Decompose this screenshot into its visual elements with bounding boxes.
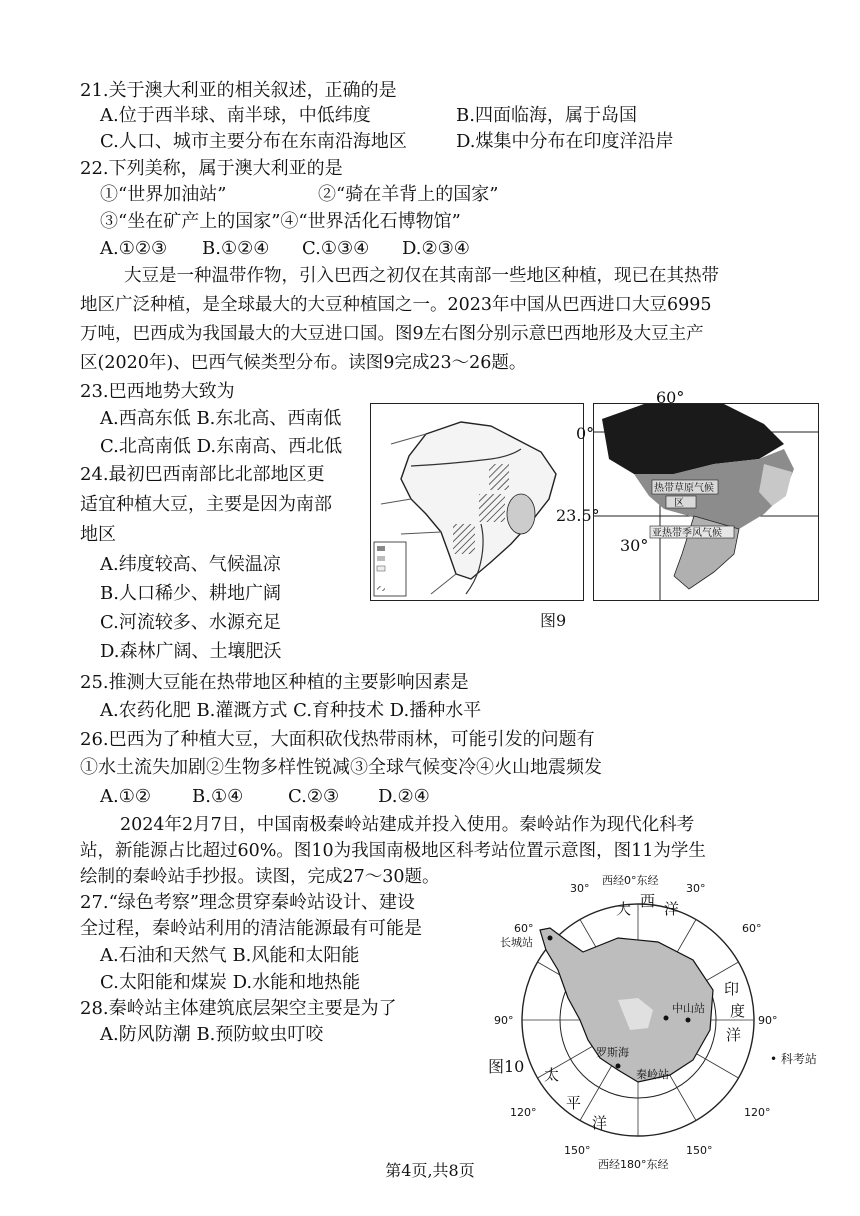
fig10-deg-label: 150° [686,1144,713,1157]
q22-option-d: D.②③④ [402,238,470,259]
fig9-lat-tropic: 23.5° [556,506,600,525]
q23-options-cd: C.北高南低 D.东南高、西北低 [100,436,343,457]
fig9-climate-map [593,403,819,601]
fig10-antarctic-map [488,870,788,1170]
q22-option-b: B.①②④ [202,238,270,259]
brazil-climate-figure [594,404,818,600]
fig10-deg-label: 120° [510,1106,537,1119]
fig10-ross-sea: 罗斯海 [596,1046,629,1059]
q24-stem-line-1: 24.最初巴西南部比北部地区更 [80,464,325,485]
q26-option-c: C.②③ [288,786,340,807]
q27-options-ab: A.石油和天然气 B.风能和太阳能 [100,945,360,966]
passage1-line-3: 万吨，巴西成为我国最大的大豆进口国。图9左右图分别示意巴西地形及大豆主产 [80,324,704,344]
q22-option-c: C.①③④ [302,238,370,259]
fig10-caption: 图10 [488,1057,525,1076]
fig10-station-changcheng: 长城站 [500,936,533,949]
brazil-terrain-figure [371,404,583,600]
fig10-ocean-left-3: 洋 [592,1114,608,1132]
fig10-deg-label: 90° [758,1014,778,1027]
q23-options-ab: A.西高东低 B.东北高、西南低 [100,408,342,429]
fig9-caption: 图9 [540,611,567,630]
fig10-deg-label: 150° [564,1144,591,1157]
passage2-line-3: 绘制的秦岭站手抄报。读图，完成27～30题。 [80,867,440,887]
q28-options-ab: A.防风防潮 B.预防蚊虫叮咬 [100,1024,324,1045]
passage1-line-2: 地区广泛种植，是全球最大的大豆种植国之一。2023年中国从巴西进口大豆6995 [80,295,712,315]
q26-option-d: D.②④ [378,786,430,807]
q24-option-b: B.人口稀少、耕地广阔 [100,583,281,604]
q21-option-c: C.人口、城市主要分布在东南沿海地区 [100,131,407,152]
q24-stem-line-2: 适宜种植大豆，主要是因为南部 [80,494,332,515]
q24-option-a: A.纬度较高、气候温凉 [100,554,281,575]
q27-stem-line-2: 全过程，秦岭站利用的清洁能源最有可能是 [80,918,422,939]
page-footer: 第4页,共8页 [385,1161,475,1180]
q26-stem: 26.巴西为了种植大豆，大面积砍伐热带雨林，可能引发的问题有 [80,729,595,750]
fig10-legend: • 科考站 [770,1052,817,1066]
q21-stem: 21.关于澳大利亚的相关叙述，正确的是 [80,80,397,101]
fig10-ocean-top-3: 洋 [664,900,680,918]
fig9-lat-30: 30° [620,536,649,555]
fig10-ocean-top-1: 大 [616,900,632,918]
q26-option-a: A.①② [100,786,151,807]
q24-option-d: D.森林广阔、土壤肥沃 [100,641,282,662]
q21-option-a: A.位于西半球、南半球，中低纬度 [100,105,371,126]
q22-option-a: A.①②③ [100,238,168,259]
fig9-terrain-map [370,403,584,601]
fig10-top-label: 西经0°东经 [602,874,659,887]
passage1-line-4: 区(2020年)、巴西气候类型分布。读图9完成23～26题。 [80,353,527,373]
fig10-ocean-top-2: 西 [640,892,656,910]
fig10-deg-label: 120° [744,1106,771,1119]
fig10-ocean-left-1: 太 [544,1066,560,1084]
q22-stem: 22.下列美称，属于澳大利亚的是 [80,158,343,179]
fig10-deg-label: 30° [686,882,706,895]
q25-stem: 25.推测大豆能在热带地区种植的主要影响因素是 [80,672,469,693]
fig10-ocean-right-2: 度 [730,1002,746,1020]
fig9-lon-label: 60° [656,388,685,407]
passage1-line-1: 大豆是一种温带作物，引入巴西之初仅在其南部一些地区种植，现已在其热带 [124,266,719,286]
fig9-lat-equator: 0° [576,424,595,443]
q22-item-1: ①“世界加油站” [100,184,227,205]
passage2-line-2: 站，新能源占比超过60%。图10为我国南极地区科考站位置示意图，图11为学生 [80,841,706,861]
fig10-deg-label: 60° [514,922,534,935]
fig10-ocean-left-2: 平 [566,1094,582,1112]
q25-options: A.农药化肥 B.灌溉方式 C.育种技术 D.播种水平 [100,700,482,721]
passage2-line-1: 2024年2月7日，中国南极秦岭站建成并投入使用。秦岭站作为现代化科考 [120,815,695,835]
fig10-deg-label: 30° [570,882,590,895]
fig10-ocean-right-1: 印 [724,980,740,998]
fig10-deg-label: 60° [742,922,762,935]
fig9-belt-label: 亚热带季风气候 [652,528,722,539]
fig10-station-qinling: 秦岭站 [636,1068,669,1081]
q26-option-b: B.①④ [192,786,244,807]
q21-option-d: D.煤集中分布在印度洋沿岸 [456,131,674,152]
q24-option-c: C.河流较多、水源充足 [100,612,281,633]
q24-stem-line-3: 地区 [80,524,116,545]
fig9-region-sub: 区 [674,498,684,509]
q21-option-b: B.四面临海，属于岛国 [456,105,637,126]
q22-item-34: ③“坐在矿产上的国家”④“世界活化石博物馆” [100,211,461,232]
q26-items: ①水土流失加剧②生物多样性锐减③全球气候变冷④火山地震频发 [80,757,602,778]
antarctic-polar-figure [488,870,788,1170]
fig10-station-zhongshan: 中山站 [672,1002,705,1015]
q27-options-cd: C.太阳能和煤炭 D.水能和地热能 [100,972,361,993]
q28-stem: 28.秦岭站主体建筑底层架空主要是为了 [80,998,397,1019]
fig10-ocean-right-3: 洋 [726,1026,742,1044]
q22-item-2: ②“骑在羊背上的国家” [318,184,499,205]
fig9-region-label: 热带草原气候 [654,483,714,494]
fig10-bottom-label: 西经180°东经 [598,1158,669,1170]
q23-stem: 23.巴西地势大致为 [80,381,235,402]
fig10-deg-label: 90° [494,1014,514,1027]
q27-stem-line-1: 27.“绿色考察”理念贯穿秦岭站设计、建设 [80,892,416,913]
